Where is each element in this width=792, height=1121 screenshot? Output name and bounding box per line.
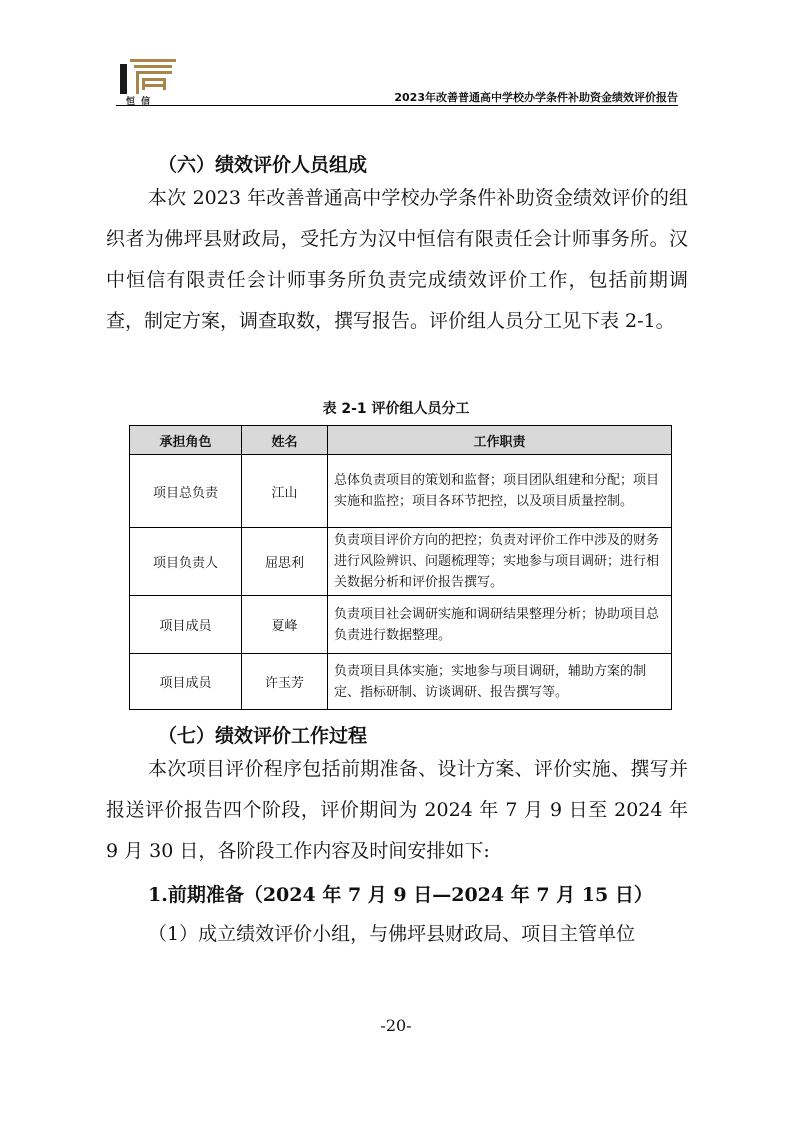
process-paragraph: 本次项目评价程序包括前期准备、设计方案、评价实施、撰写并报送评价报告四个阶段，评价期间为 2024 年 7 月 9 日至 2024 年 9 月 30 日，各阶段工作内容及时间安排如下:	[106, 758, 688, 862]
table-row	[130, 455, 672, 528]
personnel-paragraph: 本次 2023 年改善普通高中学校办学条件补助资金绩效评价的组织者为佛坪县财政局，受托方为汉中恒信有限责任会计师事务所。汉中恒信有限责任会计师事务所负责完成绩效评价工作，包括前期调查，制定方案，调查取数，撰写报告。评价组人员分工见下表 2-1。	[106, 187, 688, 332]
header-name: 姓名	[242, 426, 328, 455]
cell-duty: 负责项目具体实施；实地参与项目调研，辅助方案的制定、指标研制、访谈调研、报告撰写等。	[328, 654, 672, 710]
cell-name: 江山	[242, 455, 328, 528]
cell-duty: 总体负责项目的策划和监督；项目团队组建和分配；项目实施和监控；项目各环节把控，以及项目质量控制。	[328, 455, 672, 528]
cell-role: 项目总负责	[130, 455, 242, 528]
header-duty: 工作职责	[328, 426, 672, 455]
table-header-row	[130, 426, 672, 455]
cell-name: 许玉芳	[242, 654, 328, 710]
personnel-table	[129, 425, 672, 710]
running-header-title: 2023年改善普通高中学校办学条件补助资金绩效评价报告	[394, 91, 678, 104]
firm-logo	[118, 56, 180, 107]
logo-text: 恒信	[126, 97, 157, 107]
section-heading-process: （七）绩效评价工作过程	[158, 725, 368, 747]
cell-duty: 负责项目社会调研实施和调研结果整理分析；协助项目总负责进行数据整理。	[328, 596, 672, 654]
table-row	[130, 596, 672, 654]
section-heading-personnel: （六）绩效评价人员组成	[158, 154, 368, 176]
header-role: 承担角色	[130, 426, 242, 455]
header-divider	[116, 105, 678, 106]
stage1-item1: （1）成立绩效评价小组，与佛坪县财政局、项目主管单位	[148, 923, 636, 945]
cell-role: 项目负责人	[130, 528, 242, 596]
table-row	[130, 654, 672, 710]
logo-mark-icon	[118, 56, 180, 96]
cell-role: 项目成员	[130, 654, 242, 710]
page-number: -20-	[380, 1016, 412, 1035]
cell-duty: 负责项目评价方向的把控；负责对评价工作中涉及的财务进行风险辨识、问题梳理等；实地参与项目调研；进行相关数据分析和评价报告撰写。	[328, 528, 672, 596]
stage1-heading: 1.前期准备（2024 年 7 月 9 日—2024 年 7 月 15 日）	[148, 884, 653, 906]
cell-role: 项目成员	[130, 596, 242, 654]
cell-name: 夏峰	[242, 596, 328, 654]
table-caption: 表 2-1 评价组人员分工	[322, 401, 470, 417]
cell-name: 屈思利	[242, 528, 328, 596]
table-row	[130, 528, 672, 596]
